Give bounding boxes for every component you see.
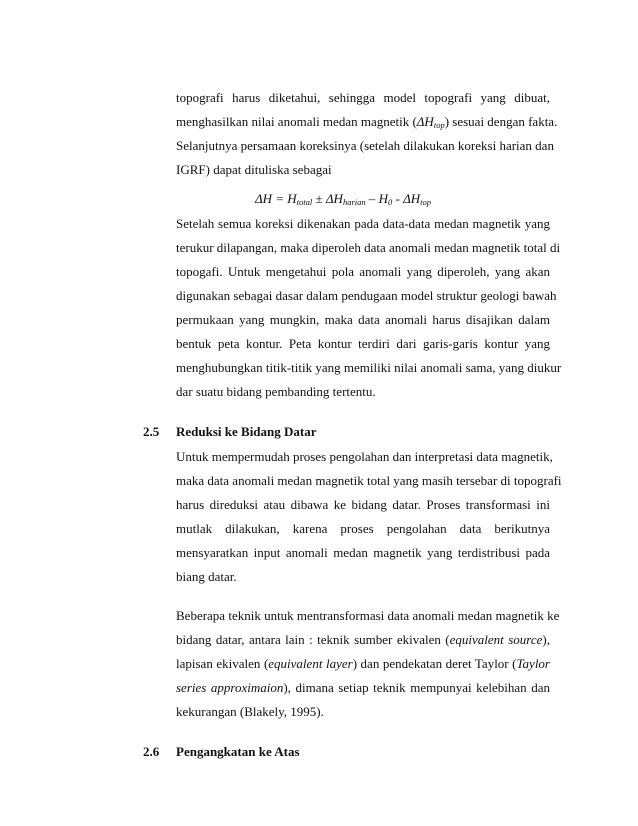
text-line: bidang datar, antara lain : teknik sumber ekivalen (equivalent source), xyxy=(176,632,551,647)
text-line: lapisan ekivalen (equivalent layer) dan pendekatan deret Taylor (Taylor xyxy=(176,656,550,671)
text-line: biang datar. xyxy=(176,569,237,584)
text-line: menghasilkan nilai anomali medan magnetik $(\Delta H_{top})$ sesuai dengan fakta. xyxy=(176,114,558,130)
text-line: Selanjutnya persamaan koreksinya (setelah dilakukan koreksi harian dan xyxy=(176,138,554,153)
text-line: Setelah semua koreksi dikenakan pada data-data medan magnetik yang xyxy=(176,216,550,231)
text-line: IGRF) dapat dituliska sebagai xyxy=(176,162,332,177)
text-line: mensyaratkan input anomali medan magnetik yang terdistribusi pada xyxy=(176,545,550,560)
text-line: permukaan yang mungkin, maka data anomali harus disajikan dalam xyxy=(176,312,550,327)
text-line: harus direduksi atau dibawa ke bidang datar. Proses transformasi ini xyxy=(176,497,550,512)
text-line: dar suatu bidang pembanding tertentu. xyxy=(176,384,376,399)
section-heading: 2.5 Reduksi ke Bidang Datar xyxy=(143,424,317,439)
text-line: Beberapa teknik untuk mentransformasi data anomali medan magnetik ke xyxy=(176,608,560,623)
text-line: terukur dilapangan, maka diperoleh data anomali medan magnetik total di xyxy=(176,240,561,255)
text-line: digunakan sebagai dasar dalam pendugaan model struktur geologi bawah xyxy=(176,288,557,303)
text-line: topografi harus diketahui, sehingga model topografi yang dibuat, xyxy=(176,90,550,105)
text-line: menghubungkan titik-titik yang memiliki nilai anomali sama, yang diukur xyxy=(176,360,562,375)
text-line: Untuk mempermudah proses pengolahan dan interpretasi data magnetik, xyxy=(176,449,553,464)
text-line: topogafi. Untuk mengetahui pola anomali yang diperoleh, yang akan xyxy=(176,264,550,279)
text-line: series approximaion), dimana setiap teknik mempunyai kelebihan dan xyxy=(176,680,550,695)
text-line: kekurangan (Blakely, 1995). xyxy=(176,704,324,719)
text-line: bentuk peta kontur. Peta kontur terdiri dari garis-garis kontur yang xyxy=(176,336,550,351)
correction-equation: $\Delta H = H_{total} \pm \Delta H_{harian} - H_0 - \Delta H_{top}$ xyxy=(255,191,431,207)
text-line: mutlak dilakukan, karena proses pengolahan data berikutnya xyxy=(176,521,550,536)
text-line: maka data anomali medan magnetik total yang masih tersebar di topografi xyxy=(176,473,562,488)
section-heading: 2.6 Pengangkatan ke Atas xyxy=(143,744,300,759)
